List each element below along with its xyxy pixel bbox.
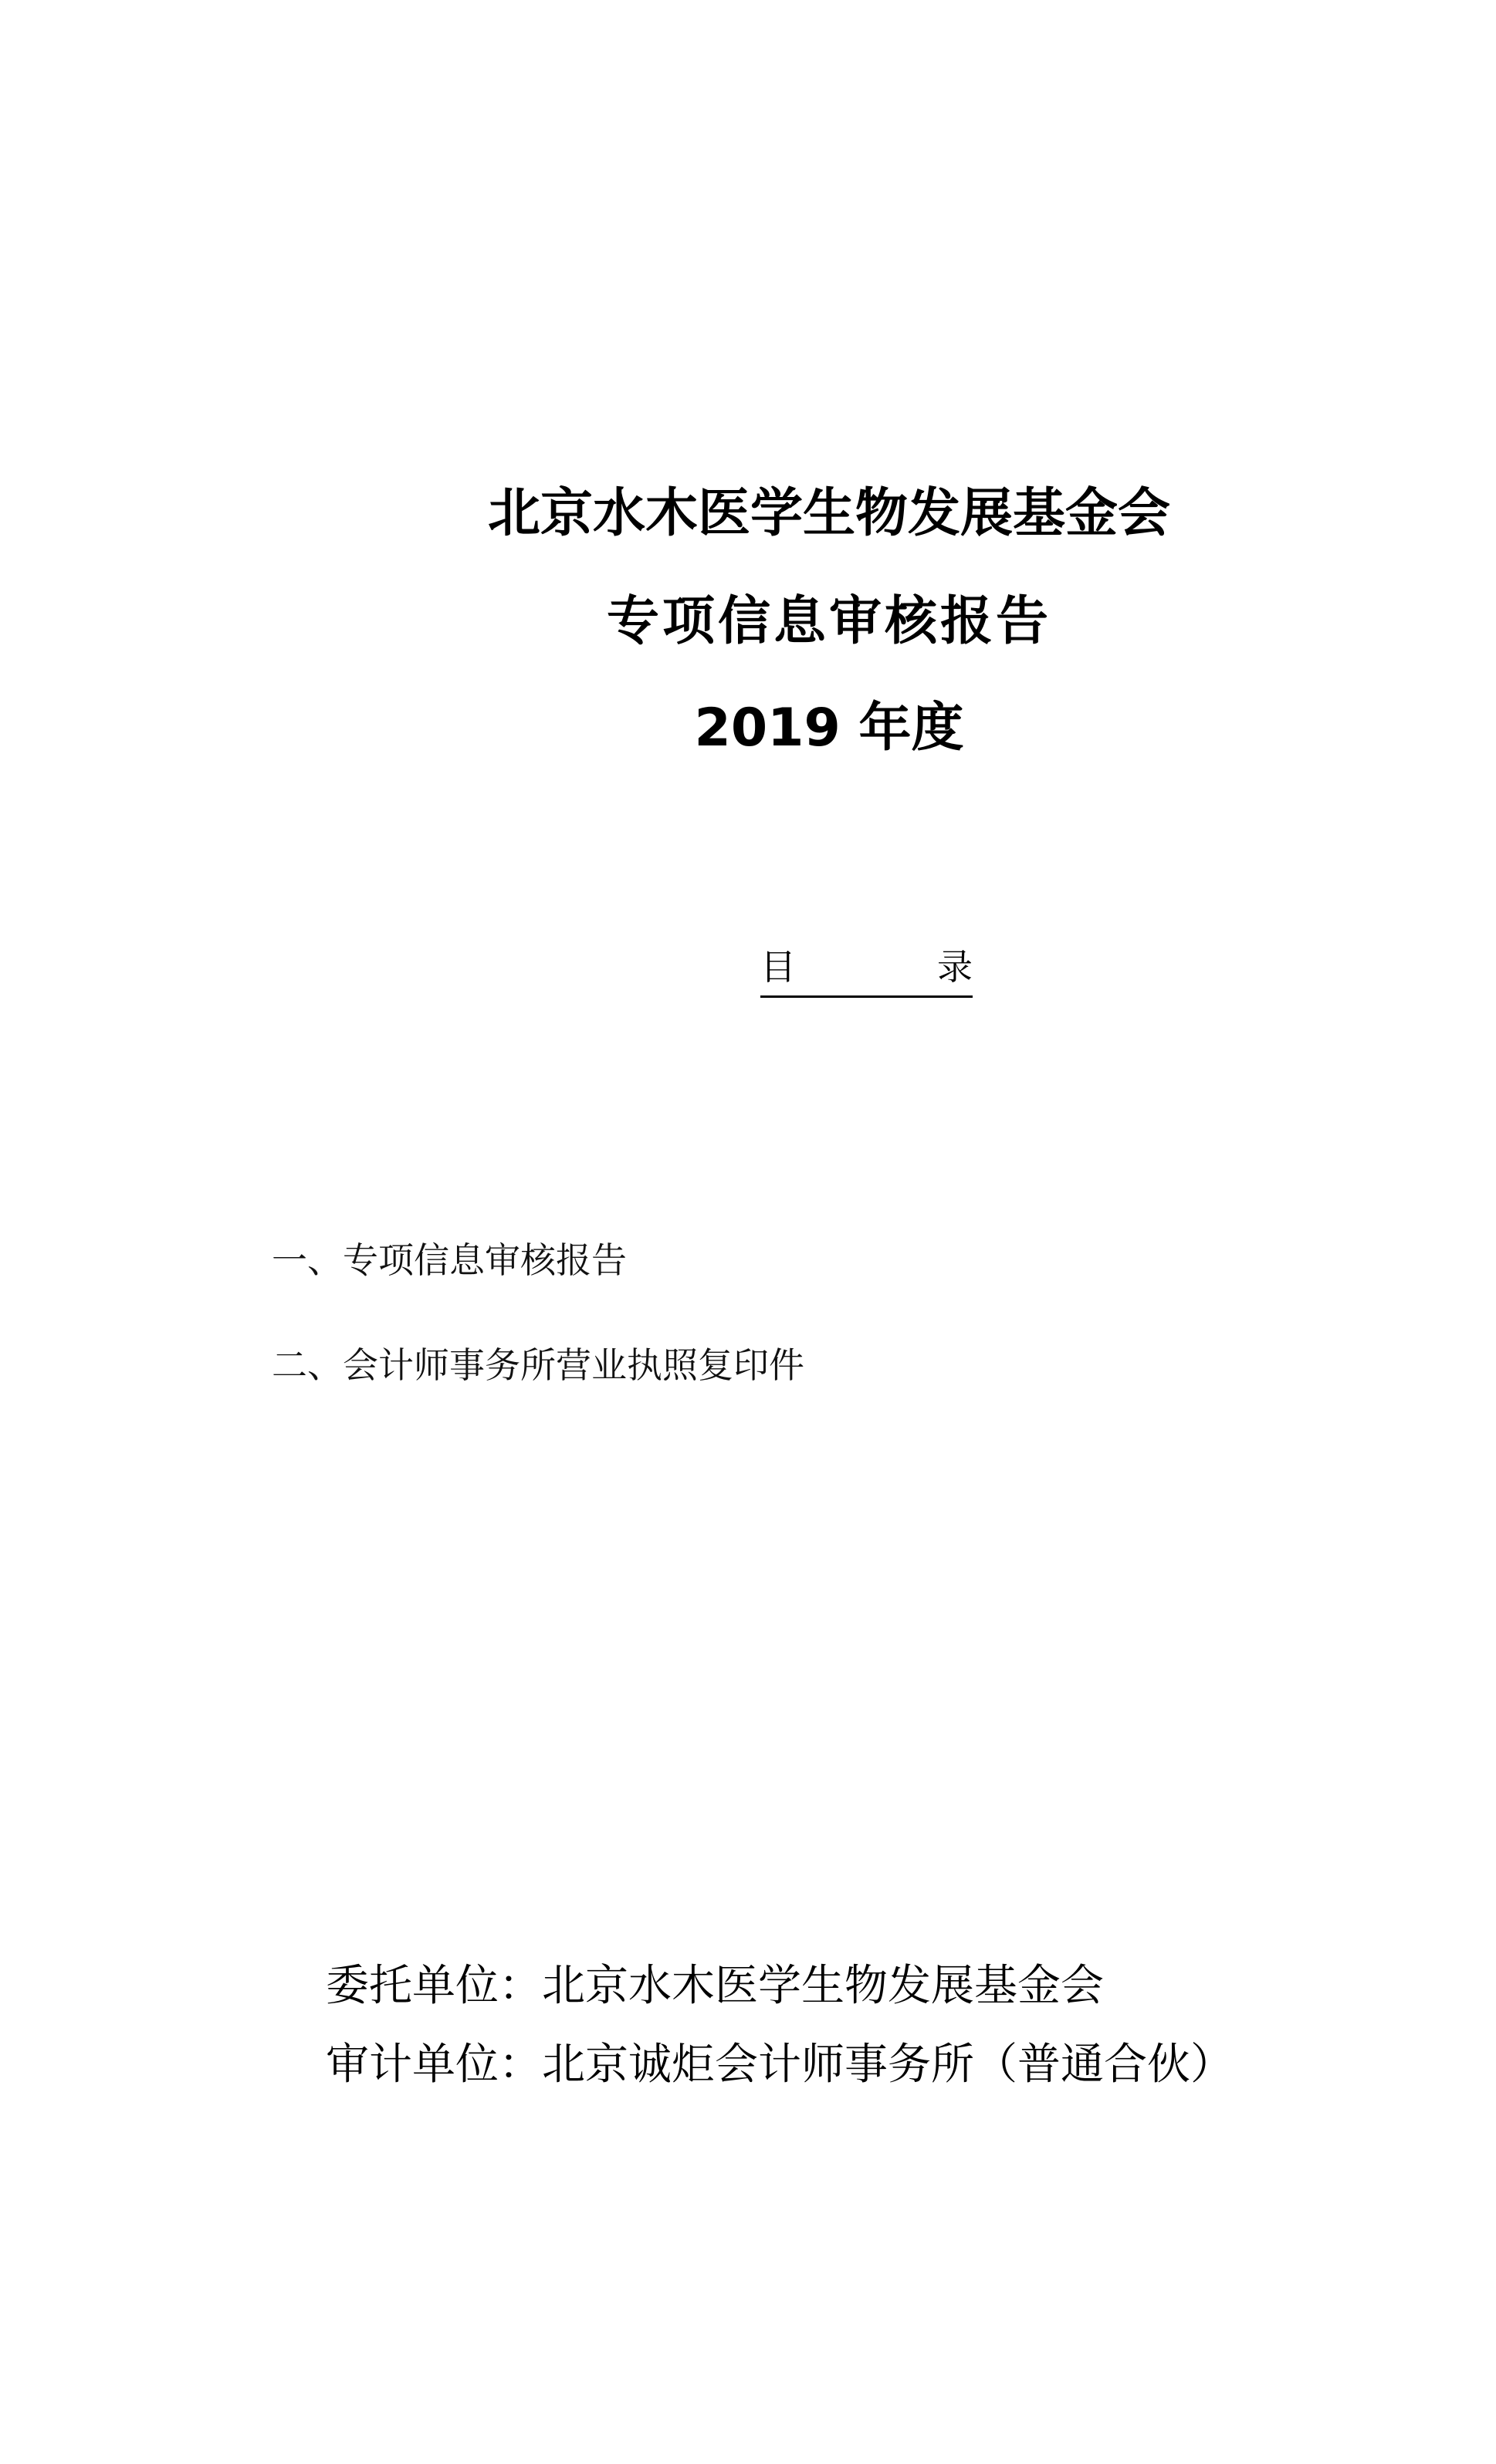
table-of-contents-heading	[760, 946, 973, 998]
report-title-organization: 北京水木医学生物发展基金会	[487, 483, 1170, 544]
client-organization-line: 委托单位：北京水木医学生物发展基金会	[326, 1961, 1104, 2011]
toc-heading-char-2: 录	[937, 946, 973, 988]
toc-item-business-license-copy: 二、会计师事务所营业执照复印件	[272, 1344, 804, 1386]
toc-item-audit-report: 一、专项信息审核报告	[272, 1239, 627, 1281]
report-title-name: 专项信息审核报告	[606, 591, 1051, 652]
report-title-year: 2019 年度	[694, 698, 964, 759]
toc-heading-char-1: 目	[760, 946, 796, 988]
auditor-organization-line: 审计单位：北京诚炬会计师事务所（普通合伙）	[326, 2040, 1234, 2090]
